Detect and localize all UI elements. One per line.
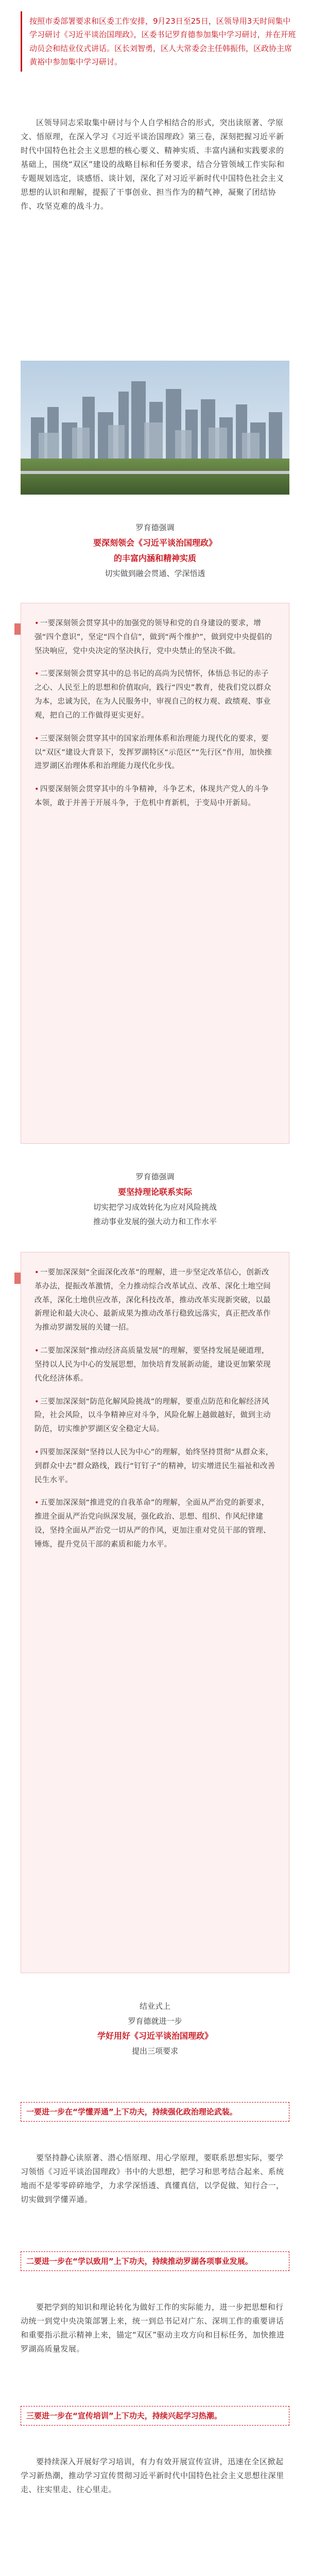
card-item-text: 二要加深深刻“推动经济高质量发展”的理解，要坚持发展是硬道理，坚持以人民为中心的发展思想，加快培育发展新动能，建设更加繁荣现代化经济体系。 (35, 1347, 271, 1383)
card-item-text: 三要加深深刻“防范化解风险挑战”的理解，要重点防范和化解经济风险，社会风险，以斗争精神应对斗争，风险化解上越做越好，做到主动防范，切实维护罗湖区安全稳定大局。 (35, 1397, 271, 1434)
bullet-icon: • (35, 1397, 39, 1406)
section-line: 结业式上 (139, 2002, 170, 2011)
section-speaker: 罗育德强调 (135, 1172, 175, 1181)
section-line: 学好用好《习近平谈治国理政》 (97, 2031, 213, 2041)
bullet-icon: • (35, 1347, 39, 1355)
content-card-2 (21, 1252, 289, 1973)
card-item (35, 667, 275, 722)
requirement-body-1: 要坚持静心读原著、潜心悟原理、用心学原理，要联系思想实际，要学习领悟《习近平谈治国理政》书中的大思想，把学习和思考结合起来、系统地而不是零零碎碎地学，力求学深悟透、真懂真信，以学促做、知行合一，切实做到学懂弄通。 (21, 2153, 284, 2204)
card-item (35, 1344, 275, 1385)
section-heading-1 (21, 520, 289, 581)
card-item (35, 617, 275, 658)
card-item (35, 783, 275, 810)
section-speaker: 罗育德强调 (135, 523, 175, 532)
city-skyline-photo (21, 361, 289, 495)
section-heading-3 (21, 1999, 289, 2059)
card-item (35, 732, 275, 773)
card-item-text: 一要深刻领会贯穿其中的加强党的领导和党的自身建设的要求，增强“四个意识”，坚定“四个自信”，做到“两个维护”，做到党中央提倡的坚决响应，党中央决定的坚决执行，党中央禁止的坚决不做。 (35, 619, 272, 655)
bullet-icon: • (35, 785, 39, 794)
section-line: 提出三项要求 (131, 2046, 178, 2056)
section-line: 切实把学习成效转化为应对风险挑战 (93, 1202, 217, 1212)
section-line: 切实做到融会贯通、学深悟透 (105, 569, 205, 579)
bullet-icon: • (35, 1499, 39, 1507)
requirement-body-2: 要把学到的知识和理论转化为做好工作的实际能力，进一步把思想和行动统一到党中央决策部署上来，统一到总书记对广东、深圳工作的重要讲话和重要指示批示精神上来，锚定“双区”驱动主攻方向和目标任务，加快推进罗湖高质量发展。 (21, 2302, 285, 2353)
requirement-heading-2: 二要进一步在“学以致用”上下功夫，持续推动罗湖各项事业发展。 (21, 2251, 289, 2271)
card-item (35, 1446, 275, 1487)
card-item-text: 三要深刻领会贯穿其中的国家治理体系和治理能力现代化的要求，要以“双区”建设大背景下，发挥罗湖特区“示范区”“先行区”作用，加快推进罗湖区治理体系和治理能力现代化步伐。 (35, 734, 272, 771)
card-item-text: 一要加深深刻“全面深化改革”的理解，进一步坚定改革信心，创新改革办法，提振改革激情，全力推动综合改革试点、改革、深化土地空间改革，深化土地供应改革，深化科技改革，推动改革实现新突破，以最新理论和最大决心、最新成果为推动改革行稳致远落实，真正把改革作为推动罗湖发展的关键一招。 (35, 1268, 271, 1332)
card-item (35, 1266, 275, 1335)
requirement-body-3: 要持续深入开展好学习培训，有力有效开展宣传宣讲，迅速在全区掀起学习新热潮，推动学习宣传贯彻习近平新时代中国特色社会主义思想往深里走、往实里走、往心里走。 (21, 2457, 284, 2494)
content-card-1 (21, 603, 289, 1144)
requirement-heading-1: 一要进一步在“学懂弄通”上下功夫，持续强化政治理论武装。 (21, 2102, 289, 2122)
section-line: 的丰富内涵和精神实质 (113, 553, 196, 563)
intro-summary: 按照市委部署要求和区委工作安排，9月23日至25日，区领导用3天时间集中学习研讨《习近平谈治国理政》，区委书记罗育德参加集中学习研讨，并在开班动员会和结业仪式讲话。区长刘智勇，区人大常委会主任韩振伟，区政协主席黄裕中参加集中学习研讨。 (21, 11, 298, 72)
bullet-icon: • (35, 1448, 39, 1456)
card-item-text: 四要深刻领会贯穿其中的斗争精神，斗争艺术，体现共产党人的斗争本领，敢于并善于开展斗争，于危机中育新机，于变局中开新局。 (35, 785, 269, 807)
section-heading-2 (21, 1170, 289, 1229)
section-line: 要坚持理论联系实际 (117, 1187, 192, 1197)
section-line: 要深刻领会《习近平谈治国理政》 (93, 537, 217, 548)
card-item-text: 五要加深深刻“推进党的自我革命”的理解，全面从严治党的新要求，推进全面从严治党向纵深发展，强化政治、思想、组织、作风纪律建设，坚持全面从严治党一切从严的作风，更加注重对党员干部的管理、锤炼，提升党员干部的素质和能力水平。 (35, 1499, 271, 1549)
bullet-icon: • (35, 670, 39, 679)
city-skyline-image (21, 361, 289, 495)
requirement-heading-3: 三要进一步在“宣传培训”上下功夫，持续兴起学习热潮。 (21, 2406, 289, 2426)
bullet-icon: • (35, 619, 39, 628)
card-item (35, 1395, 275, 1436)
section-line: 罗育德就进一步 (128, 2016, 182, 2026)
card-item-text: 二要深刻领会贯穿其中的总书记的高尚为民情怀，体悟总书记的赤子之心、人民至上的思想和价值取向，践行“四史”教育，使我们党以群众为本，忠诚为民，在为人民服务中，审视自己的权力观、政绩观、事业观，把自己的工作做得更实更好。 (35, 670, 271, 720)
card-item-text: 四要加深深刻“坚持以人民为中心”的理解，始终坚持贯彻“从群众来，到群众中去”群众路线，践行“钉钉子”的精神，切实增进民生福祉和改善民生水平。 (35, 1448, 275, 1484)
section-line: 推动事业发展的强大动力和工作水平 (93, 1217, 217, 1227)
card-item (35, 1496, 275, 1551)
body-paragraph: 区领导同志采取集中研讨与个人自学相结合的形式，突出读原著、学原文、悟原理，在深入学习《习近平谈治国理政》第三卷，深刻把握习近平新时代中国特色社会主义思想的核心要义、精神实质、丰富内涵和实践要求的基础上，围绕“双区”建设的战略目标和任务要求，结合分管领域工作实际和专题规划选定，谈感悟、谈计划，深化了对习近平新时代中国特色社会主义思想的认识和理解，提振了干事创业、担当作为的精气神，凝聚了团结协作、攻坚克难的战斗力。 (21, 118, 285, 211)
bullet-icon: • (35, 1268, 39, 1277)
bullet-icon: • (35, 734, 39, 743)
